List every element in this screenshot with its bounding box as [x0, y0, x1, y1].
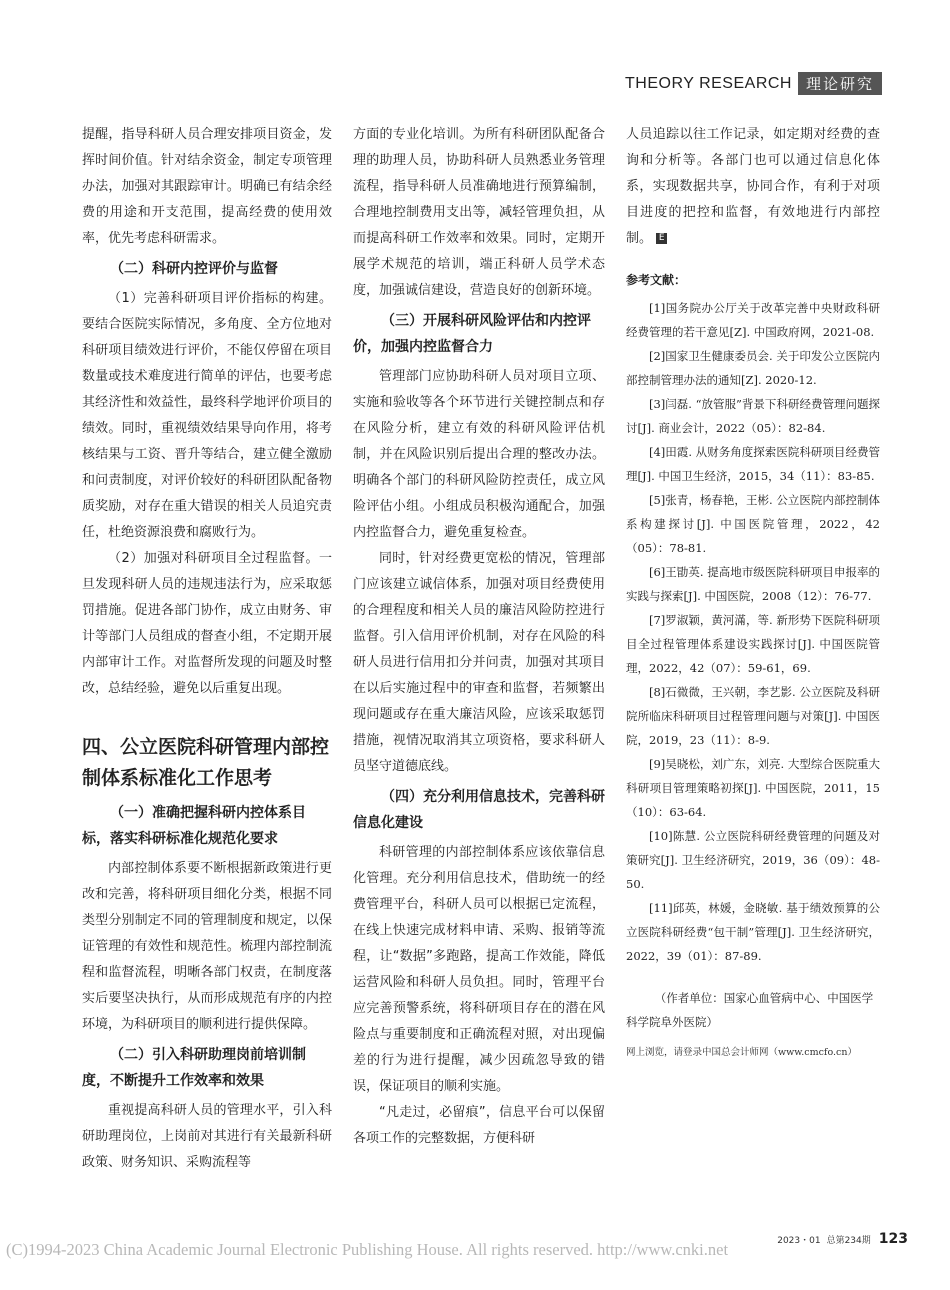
section-heading: （三）开展科研风险评估和内控评价，加强内控监督合力	[353, 313, 591, 355]
header-chinese-badge: 理论研究	[798, 72, 882, 95]
reference-item: [11]邱英，林媛，金晓敏. 基于绩效预算的公立医院科研经费“包干制”管理[J]. 卫生经济研究，2022，39（01）：87-89.	[626, 901, 880, 963]
reference-item: [3]闫磊. “放管服”背景下科研经费管理问题探讨[J]. 商业会计，2022（05）：82-84.	[626, 397, 880, 435]
references-title: 参考文献：	[626, 273, 687, 287]
paragraph: 提醒，指导科研人员合理安排项目资金，发挥时间价值。针对结余资金，制定专项管理办法，加强对其跟踪审计。明确已有结余经费的用途和开支范围，提高经费的使用效率，优先考虑科研需求。	[82, 127, 332, 246]
page-footer	[777, 1231, 908, 1247]
page-number: 123	[878, 1231, 908, 1247]
paragraph: 方面的专业化培训。为所有科研团队配备合理的助理人员，协助科研人员熟悉业务管理流程，指导科研人员准确地进行预算编制，合理地控制费用支出等，减轻管理负担，从而提高科研工作效率和效果。同时，定期开展学术规范的培训，端正科研人员学术态度，加强诚信建设，营造良好的创新环境。	[353, 127, 605, 298]
total-issue: 总第234期	[826, 1236, 871, 1246]
paragraph: 内部控制体系要不断根据新政策进行更改和完善，将科研项目细化分类，根据不同类型分别制定不同的管理制度和规定，以保证管理的有效性和规范性。梳理内部控制流程和监督流程，明晰各部门权责，在制度落实后要坚决执行，从而形成规范有序的内控环境，为科研项目的顺利进行提供保障。	[82, 861, 332, 1032]
paragraph: （1）完善科研项目评价指标的构建。要结合医院实际情况，多角度、全方位地对科研项目绩效进行评价，不能仅停留在项目数量或技术难度进行简单的评估，也要考虑其经济性和效益性，最终科学地评价项目的绩效。同时，重视绩效结果导向作用，将考核结果与工资、晋升等结合，建立健全激励和问责制度，对评价较好的科研团队配备物质奖励，对存在重大错误的相关人员追究责任，杜绝资源浪费和腐败行为。	[82, 291, 332, 540]
reference-item: [1]国务院办公厅关于改革完善中央财政科研经费管理的若干意见[Z]. 中国政府网，2021-08.	[626, 301, 880, 339]
copyright-watermark: (C)1994-2023 China Academic Journal Electronic Publishing House. All rights reserved. http://www.cnki.net	[6, 1240, 729, 1259]
reference-item: [8]石微微，王兴朝，李艺影. 公立医院及科研院所临床科研项目过程管理问题与对策[J]. 中国医院，2019，23（11）：8-9.	[626, 685, 880, 747]
reference-item: [6]王勖英. 提高地市级医院科研项目申报率的实践与探索[J]. 中国医院，2008（12）：76-77.	[626, 565, 880, 603]
header-english: THEORY RESEARCH	[625, 74, 792, 92]
reference-item: [10]陈慧. 公立医院科研经费管理的问题及对策研究[J]. 卫生经济研究，2019，36（09）：48-50.	[626, 829, 880, 891]
online-notice: 网上浏览，请登录中国总会计师网（www.cmcfo.cn）	[626, 1047, 857, 1058]
paragraph: （2）加强对科研项目全过程监督。一旦发现科研人员的违规违法行为，应采取惩罚措施。促进各部门协作，成立由财务、审计等部门人员组成的督查小组，不定期开展内部审计工作。对监督所发现的问题及时整改，总结经验，避免以后重复出现。	[82, 551, 332, 696]
issue-number: 2023・01	[777, 1236, 821, 1246]
column-3	[626, 122, 880, 1058]
paragraph: 科研管理的内部控制体系应该依靠信息化管理。充分利用信息技术，借助统一的经费管理平台，科研人员可以根据已定流程，在线上快速完成材料申请、采购、报销等流程，让“数据”多跑路，提高工作效能，降低运营风险和科研人员负担。同时，管理平台应完善预警系统，将科研项目存在的潜在风险点与重要制度和正确流程对照，对出现偏差的行为进行提醒，减少因疏忽导致的错误，保证项目的顺利实施。	[353, 845, 605, 1094]
paragraph: 管理部门应协助科研人员对项目立项、实施和验收等各个环节进行关键控制点和存在风险分析，建立有效的科研风险评估机制，并在风险识别后提出合理的整改办法。明确各个部门的科研风险防控责任，成立风险评估小组。小组成员积极沟通配合，加强内控监督合力，避免重复检查。	[353, 369, 605, 540]
reference-item: [9]吴晓松，刘广东，刘亮. 大型综合医院重大科研项目管理策略初探[J]. 中国医院，2011，15（10）：63-64.	[626, 757, 880, 819]
column-2	[353, 122, 605, 1152]
paragraph: 同时，针对经费更宽松的情况，管理部门应该建立诚信体系，加强对项目经费使用的合理程度和相关人员的廉洁风险防控进行监督。引入信用评价机制，对存在风险的科研人员进行信用扣分并问责，加强对其项目在以后实施过程中的审查和监督，若频繁出现问题或存在重大廉洁风险，应该采取惩罚措施，视情况取消其立项资格，要求科研人员坚守道德底线。	[353, 551, 605, 774]
paragraph: “凡走过，必留痕”，信息平台可以保留各项工作的完整数据，方便科研	[353, 1105, 605, 1146]
references-list	[626, 296, 880, 968]
section-heading: （一）准确把握科研内控体系目标，落实科研标准化规范化要求	[82, 805, 306, 847]
section-heading: （二）科研内控评价与监督	[110, 261, 278, 277]
reference-item: [7]罗淑颖，黄河滿，等. 新形势下医院科研项目全过程管理体系建设实践探讨[J]. 中国医院管理，2022，42（07）：59-61，69.	[626, 613, 880, 675]
paragraph-text: 人员追踪以往工作记录，如定期对经费的查询和分析等。各部门也可以通过信息化体系，实现数据共享，协同合作，有利于对项目进度的把控和监督，有效地进行内部控制。	[626, 127, 880, 246]
author-affiliation: （作者单位：国家心血管病中心、中国医学科学院阜外医院）	[626, 991, 874, 1029]
chapter-heading: 四、公立医院科研管理内部控制体系标准化工作思考	[82, 736, 330, 789]
end-of-article-icon: E	[656, 233, 667, 244]
reference-item: [5]张青，杨春艳，王彬. 公立医院内部控制体系构建探讨[J]. 中国医院管理，2022，42（05）：78-81.	[626, 493, 880, 555]
reference-item: [4]田霞. 从财务角度探索医院科研项目经费管理[J]. 中国卫生经济，2015，34（11）：83-85.	[626, 445, 880, 483]
journal-header	[625, 72, 882, 95]
paragraph: 重视提高科研人员的管理水平，引入科研助理岗位，上岗前对其进行有关最新科研政策、财务知识、采购流程等	[82, 1103, 332, 1170]
section-heading: （四）充分利用信息技术，完善科研信息化建设	[353, 789, 605, 831]
paragraph	[626, 122, 880, 252]
section-heading: （二）引入科研助理岗前培训制度，不断提升工作效率和效果	[82, 1047, 306, 1089]
reference-item: [2]国家卫生健康委员会. 关于印发公立医院内部控制管理办法的通知[Z]. 2020-12.	[626, 349, 880, 387]
column-1	[82, 122, 332, 1176]
